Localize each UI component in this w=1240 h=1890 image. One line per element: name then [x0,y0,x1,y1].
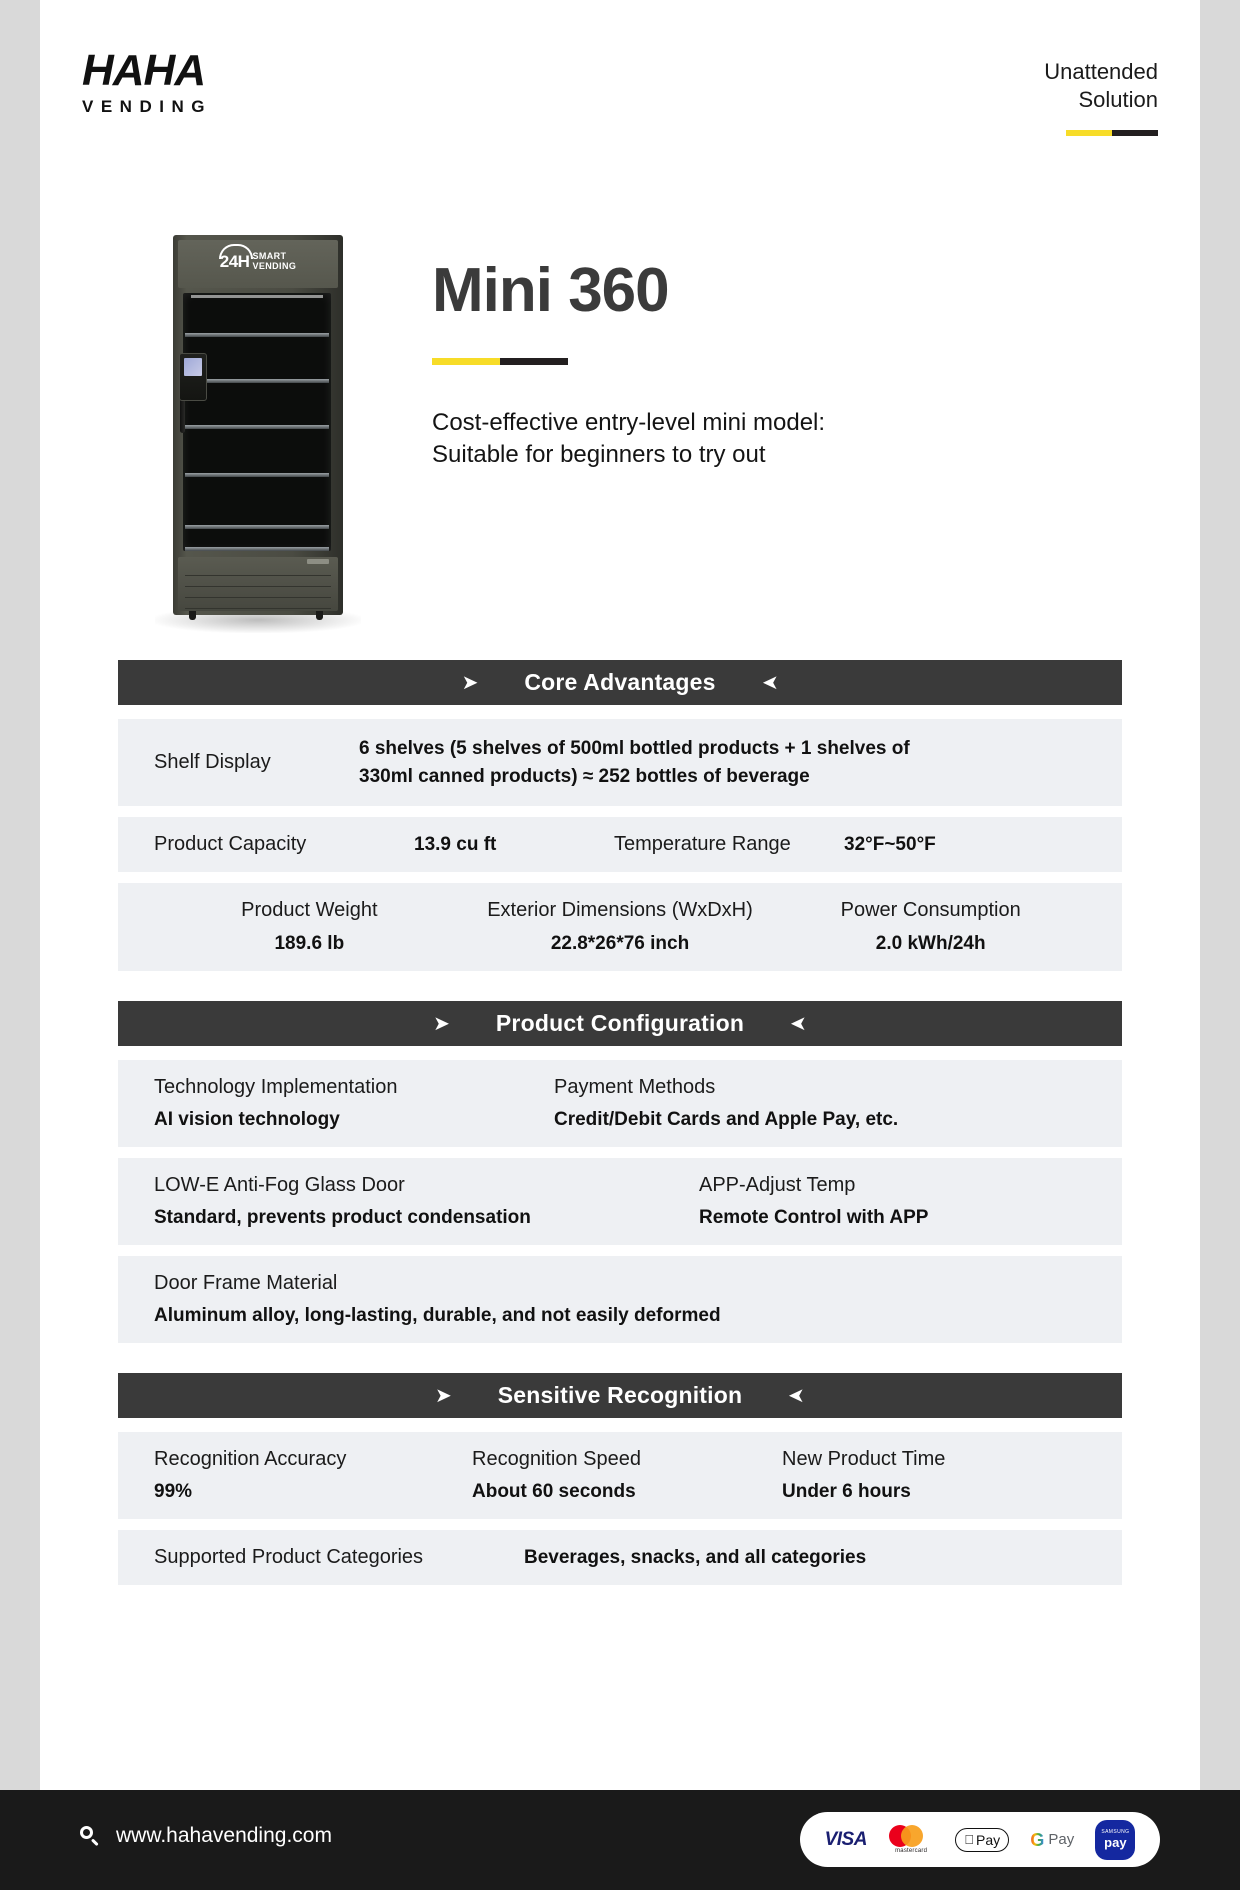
spec-cell [465,899,776,955]
spec-cell [154,1272,721,1327]
google-g-icon: G [1030,1831,1044,1849]
samsung-pay-label: pay [1103,1835,1126,1850]
spec-value: Standard, prevents product condensation [154,1207,531,1229]
page-title: Mini 360 [432,256,669,325]
section-title: Core Advantages [524,669,716,695]
arrow-left-icon: ➤ [788,1384,805,1407]
spec-row-door-frame-material [118,1256,1122,1343]
section-sensitive-recognition [118,1373,1122,1585]
badge-line-2: VENDING [252,261,297,272]
mastercard-icon [888,1823,934,1857]
arrow-right-icon: ➤ [461,671,479,694]
google-pay-icon [1027,1829,1074,1850]
spec-cell [554,1076,898,1131]
spec-sheet-page [40,0,1200,1890]
badge-smart-vending [252,251,296,272]
machine-caster [316,611,323,620]
spec-cell [154,1076,554,1131]
spec-label: Payment Methods [554,1076,716,1099]
spec-value-product-capacity: 13.9 cu ft [414,833,497,855]
spec-row-shelf-display [118,719,1122,806]
accent-bar-black [1112,130,1158,136]
machine-header-panel [178,240,338,288]
product-subtitle-line-2: Suitable for beginners to try out [432,440,766,468]
arrow-right-icon: ➤ [433,1012,450,1035]
brand-logo-main: HAHA [82,46,206,95]
spec-value: 2.0 kWh/24h [875,933,986,955]
accent-bar-yellow [432,358,500,365]
spec-cell [782,1448,945,1503]
spec-value: About 60 seconds [472,1481,636,1503]
spec-value: AI vision technology [154,1109,340,1131]
spec-value: Remote Control with APP [699,1207,929,1229]
spec-cell [472,1448,782,1503]
spec-cell [154,1448,472,1503]
badge-line-1: SMART [252,251,287,261]
spec-label: Technology Implementation [154,1076,398,1099]
machine-glass-door [183,293,331,551]
mastercard-label: mastercard [895,1847,928,1854]
spec-cell [154,899,465,955]
tagline-line-2: Solution [1078,87,1158,113]
spec-row-recognition [118,1432,1122,1519]
spec-row-supported-categories [118,1530,1122,1585]
spec-value-line-2: 330ml canned products) ≈ 252 bottles of beverage [359,765,810,787]
payment-terminal [179,353,207,401]
spec-label-temperature-range: Temperature Range [614,833,791,856]
page-footer [0,1790,1240,1890]
spec-label: New Product Time [782,1448,946,1471]
apple-pay-icon [955,1828,1009,1852]
spec-value: Aluminum alloy, long-lasting, durable, and not easily deformed [154,1305,721,1327]
arrow-left-icon: ➤ [790,1012,807,1035]
section-title: Sensitive Recognition [497,1382,743,1409]
samsung-pay-icon [1095,1820,1135,1860]
section-title: Product Configuration [495,1010,745,1037]
machine-vents [185,567,331,607]
machine-caster [189,611,196,620]
spec-label: Shelf Display [154,751,271,774]
machine-shelf [189,433,325,473]
machine-body [173,235,343,615]
badge-24h-text: 24H [219,251,250,271]
circular-arrow-icon [219,244,253,259]
spec-value-temperature-range: 32°F~50°F [844,833,936,855]
section-product-configuration [118,1001,1122,1343]
footer-website[interactable] [80,1824,332,1848]
arrow-right-icon: ➤ [435,1384,452,1407]
samsung-brand-label: SAMSUNG [1100,1829,1129,1835]
spec-value: 189.6 lb [274,933,345,955]
hero-section [40,180,1200,660]
machine-shelf [189,531,325,547]
spec-label: Product Weight [241,899,378,922]
section-header [118,1001,1122,1046]
spec-label: LOW-E Anti-Fog Glass Door [154,1174,405,1197]
spec-value: Under 6 hours [782,1481,911,1503]
footer-url-text: www.hahavending.com [116,1824,332,1847]
badge-24h [220,253,250,270]
hero-text-block [432,256,1152,470]
spec-row-glass-door-app-temp [118,1158,1122,1245]
product-subtitle-line-1: Cost-effective entry-level mini model: [432,409,826,436]
machine-shelf [189,341,325,379]
section-header [118,660,1122,705]
section-core-advantages [118,660,1122,971]
payment-methods-bar [800,1812,1160,1867]
page-header [40,0,1200,160]
spec-value: 22.8*26*76 inch [550,933,690,955]
spec-cell [154,1174,699,1229]
spec-label: APP-Adjust Temp [699,1174,856,1197]
google-pay-label: Pay [1045,1831,1072,1848]
spec-row-weight-dimensions-power [118,883,1122,971]
spec-row-technology-payment [118,1060,1122,1147]
spec-label: Recognition Accuracy [154,1448,347,1471]
title-accent-bar [432,358,568,365]
machine-shelf [189,387,325,425]
spec-value: 99% [154,1481,193,1503]
section-header [118,1373,1122,1418]
machine-led-strip [191,295,323,298]
apple-logo-icon [964,1833,974,1846]
payment-terminal-screen [184,358,202,376]
spec-label: Supported Product Categories [154,1546,424,1569]
accent-bar-yellow [1066,130,1112,136]
brand-logo-sub: VENDING [82,96,212,116]
tagline-line-1: Unattended [1044,59,1158,84]
spec-value: Beverages, snacks, and all categories [524,1546,867,1568]
header-tagline [1044,58,1158,114]
visa-icon [825,1829,867,1851]
tagline-accent-bar [1066,130,1158,136]
spec-value-line-1: 6 shelves (5 shelves of 500ml bottled products + 1 shelves of [359,738,910,759]
visa-label: VISA [824,1828,867,1850]
spec-label: Recognition Speed [472,1448,642,1471]
apple-pay-label: Pay [971,1831,996,1848]
search-icon [80,1826,100,1846]
spec-label: Door Frame Material [154,1272,338,1295]
arrow-left-icon: ➤ [761,671,779,694]
spec-label: Exterior Dimensions (WxDxH) [487,899,753,922]
spec-sections [118,660,1122,1615]
accent-bar-black [500,358,568,365]
machine-brand-plate [307,559,329,564]
spec-row-capacity-temperature [118,817,1122,872]
spec-value: Credit/Debit Cards and Apple Pay, etc. [554,1109,899,1131]
spec-value [359,735,910,790]
machine-shelf [189,299,325,333]
machine-badge [178,251,338,272]
spec-cell [775,899,1086,955]
spec-label: Power Consumption [840,899,1021,922]
vending-machine-image [173,235,343,635]
spec-cell [699,1174,928,1229]
product-subtitle [432,407,1152,470]
machine-shelf [189,481,325,525]
brand-logo [82,46,212,117]
spec-label-product-capacity: Product Capacity [154,833,307,856]
